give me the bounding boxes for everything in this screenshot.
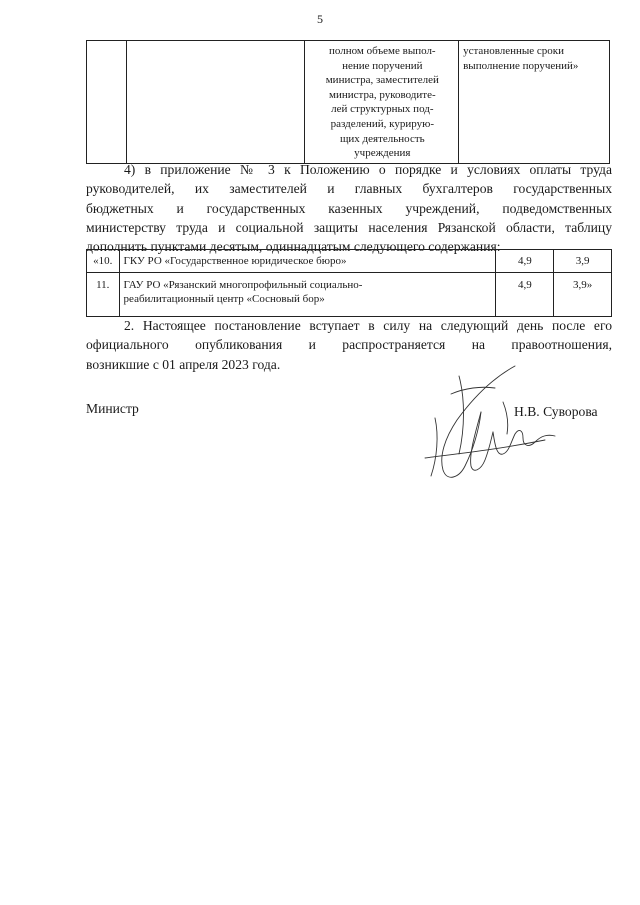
handwritten-signature [395, 358, 565, 488]
criteria-line: разделений, курирую- [330, 117, 434, 130]
criteria-line: лей структурных под- [331, 103, 434, 116]
items-table [86, 249, 612, 317]
paragraph-line: руководителей, их заместителей и главных бухгалтеров государственных [86, 181, 612, 197]
conditions-line: выполнение поручений» [463, 59, 579, 72]
criteria-line: учреждения [354, 147, 411, 160]
item-name-line: ГКУ РО «Государственное юридическое бюро» [123, 255, 347, 267]
table-cell-number [87, 41, 127, 164]
criteria-line: нение поручений [342, 59, 423, 72]
table-cell-conditions [459, 41, 610, 164]
conditions-line: установленные сроки [463, 45, 565, 57]
page-number: 5 [317, 12, 323, 26]
item-name-line: ГАУ РО «Рязанский многопрофильный социально- [123, 279, 363, 291]
paragraph-amendment-4 [86, 160, 612, 256]
item-value-2: 3,9 [554, 250, 612, 273]
paragraph-line: министерству труда и социальной защиты населения Рязанской области, таблицу [86, 219, 612, 235]
paragraph-line: возникшие с 01 апреля 2023 года. [86, 356, 281, 372]
table-row [87, 250, 612, 273]
paragraph-line: официального опубликования и распространяется на правоотношения, [86, 337, 612, 353]
paragraph-line: 4) в приложение № 3 к Положению о порядке и условиях оплаты труда [124, 162, 612, 177]
table-row [87, 273, 612, 317]
table-row [87, 41, 610, 164]
item-value-1: 4,9 [496, 250, 554, 273]
table-cell-name [126, 41, 304, 164]
criteria-line: щих деятельность [339, 132, 425, 145]
paragraph-line: дополнить пунктами десятым, одиннадцатым следующего содержания: [86, 239, 501, 255]
criteria-line: министра, заместителей [325, 74, 439, 87]
item-number: 11. [87, 273, 120, 317]
signer-name: Н.В. Суворова [514, 404, 598, 419]
criteria-line: полном объеме выпол- [329, 45, 436, 57]
item-name-line: реабилитационный центр «Сосновый бор» [123, 293, 325, 305]
paragraph-line: 2. Настоящее постановление вступает в силу на следующий день после его [124, 318, 612, 333]
table-cell-criteria [304, 41, 459, 164]
item-name [119, 250, 496, 273]
criteria-line: министра, руководите- [329, 88, 436, 101]
paragraph-line: бюджетных и государственных казенных учреждений, подведомственных [86, 200, 612, 216]
item-name [119, 273, 496, 317]
item-value-1: 4,9 [496, 273, 554, 317]
item-number: «10. [87, 250, 120, 273]
item-value-2: 3,9» [554, 273, 612, 317]
position-title: Министр [86, 401, 139, 416]
continuation-table [86, 40, 610, 164]
